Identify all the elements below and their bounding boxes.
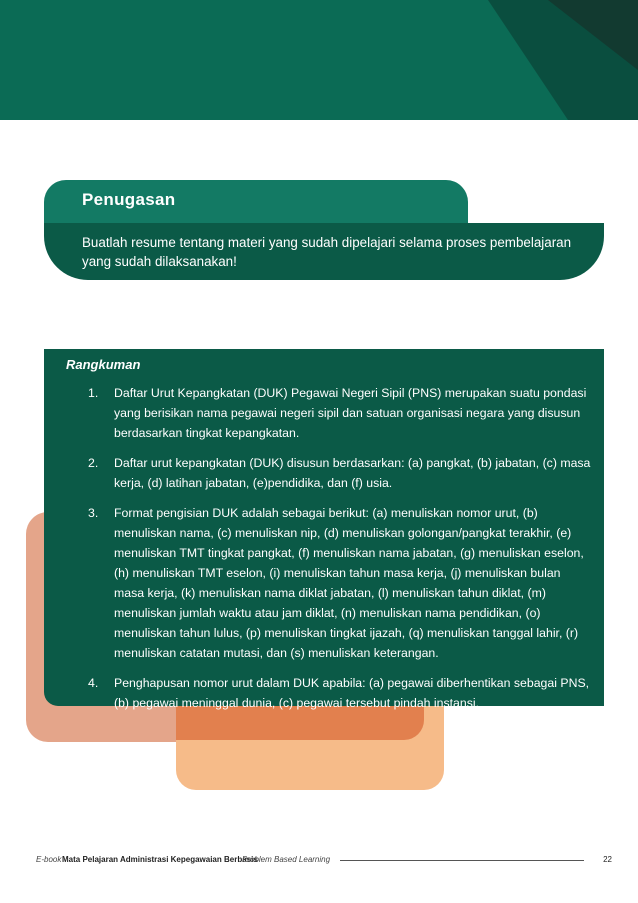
list-item-text: Daftar Urut Kepangkatan (DUK) Pegawai Negeri Sipil (PNS) merupakan suatu pondasi yang berisikan nama pegawai negeri sipil dan satuan organisasi negara yang disusun berdasarkan tingkat kepangkatan. bbox=[114, 386, 587, 440]
footer-method: Problem Based Learning bbox=[242, 855, 331, 864]
list-item bbox=[66, 503, 592, 663]
list-item-text: Daftar urut kepangkatan (DUK) disusun berdasarkan: (a) pangkat, (b) jabatan, (c) masa kerja, (d) latihan jabatan, (e)pendidika, dan (f) usia. bbox=[114, 456, 591, 490]
list-item-number: 1. bbox=[88, 386, 99, 400]
list-item-number: 2. bbox=[88, 456, 99, 470]
summary-list bbox=[66, 383, 592, 723]
list-item-number: 3. bbox=[88, 506, 99, 520]
summary-title: Rangkuman bbox=[66, 357, 141, 372]
list-item-number: 4. bbox=[88, 676, 99, 690]
page-number: 22 bbox=[603, 855, 612, 864]
list-item bbox=[66, 383, 592, 443]
list-item bbox=[66, 673, 592, 713]
list-item-text: Penghapusan nomor urut dalam DUK apabila: (a) pegawai diberhentikan sebagai PNS, (b) pegawai meninggal dunia, (c) pegawai tersebut pindah instansi. bbox=[114, 676, 590, 710]
footer-divider bbox=[340, 860, 584, 861]
footer-subject: Mata Pelajaran Administrasi Kepegawaian Berbasis bbox=[62, 855, 258, 864]
list-item-text: Format pengisian DUK adalah sebagai berikut: (a) menuliskan nomor urut, (b) menuliskan nama, (c) menuliskan nip, (d) menuliskan golongan/pangkat terakhir, (e) menuliskan TMT tingkat pangkat, (f) menuliskan nama jabatan, (g) menuliskan eselon, (h) menuliskan TMT eselon, (i) menuliskan tahun masa kerja, (j) menuliskan bulan masa kerja, (k) menuliskan nama diklat jabatan, (l) menuliskan tahun diklat, (m) menuliskan jumlah waktu atau jam diklat, (n) menuliskan nama pendidikan, (o) menuliskan tahun lulus, (p) menuliskan tingkat ijazah, (q) menuliskan tanggal lahir, (r) menuliskan catatan mutasi, dan (s) menuliskan keterangan. bbox=[114, 506, 584, 660]
task-instruction: Buatlah resume tentang materi yang sudah dipelajari selama proses pembelajaran yang sudah dilaksanakan! bbox=[82, 235, 572, 269]
footer-ebook-label: E-book bbox=[36, 855, 62, 864]
task-title: Penugasan bbox=[82, 190, 176, 209]
header-decoration bbox=[0, 0, 638, 120]
list-item bbox=[66, 453, 592, 493]
page-footer bbox=[36, 855, 612, 869]
page-header-banner bbox=[0, 0, 638, 120]
